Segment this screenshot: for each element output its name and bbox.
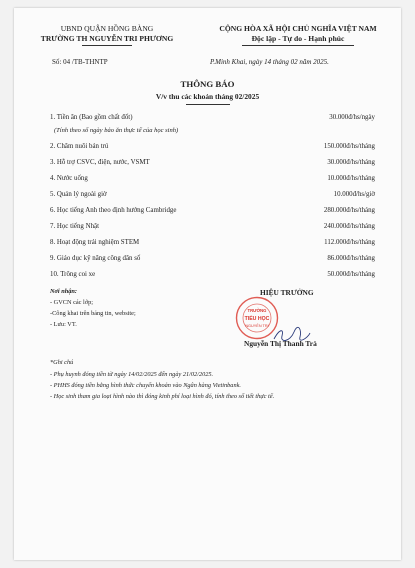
header-left-underline <box>82 45 132 46</box>
fee-item-label: 5. Quản lý ngoài giờ <box>50 191 107 198</box>
signer-name: Nguyễn Thị Thanh Trà <box>244 339 317 348</box>
fee-item-label: 6. Học tiếng Anh theo định hướng Cambridge <box>50 207 177 214</box>
recipient-line: -Công khai trên bảng tin, website; <box>50 310 136 317</box>
fee-item-label: 4. Nước uống <box>50 175 88 182</box>
fee-item-price: 10.000đ/hs/tháng <box>327 175 375 182</box>
fee-item-price: 86.000đ/hs/tháng <box>327 255 375 262</box>
document-title: THÔNG BÁO <box>180 79 235 89</box>
fee-item-label: 2. Chăm nuôi bán trú <box>50 143 109 150</box>
stamp-text-bottom: NGUYỄN TRI <box>245 324 269 328</box>
header-right-underline <box>242 45 354 46</box>
fee-item-label: 9. Giáo dục kỹ năng công dân số <box>50 255 141 262</box>
document-number: Số: 04 /TB-THNTP <box>52 58 108 66</box>
fee-item-price: 30.000đ/hs/tháng <box>327 159 375 166</box>
national-title: CỘNG HÒA XÃ HỘI CHỦ NGHĨA VIỆT NAM <box>219 24 377 33</box>
stamp-text-middle: TIỂU HỌC <box>244 316 270 322</box>
recipient-line: - Lưu: VT. <box>50 321 77 328</box>
document-page <box>14 8 401 560</box>
fee-item-price: 30.000đ/hs/ngày <box>329 114 375 121</box>
note-line: - Phụ huynh đóng tiền từ ngày 14/02/2025 đến ngày 21/02/2025. <box>50 371 214 378</box>
agency-name: UBND QUẬN HỒNG BÀNG <box>60 24 154 33</box>
fee-item-label: 10. Trông coi xe <box>50 271 96 278</box>
note-line: - PHHS đóng tiền bằng hình thức chuyển khoản vào Ngân hàng Vietinbank. <box>50 382 241 389</box>
fee-item-price: 50.000đ/hs/tháng <box>327 271 375 278</box>
school-name: TRƯỜNG TH NGUYỄN TRI PHƯƠNG <box>40 34 174 43</box>
signer-role: HIỆU TRƯỞNG <box>260 288 314 297</box>
recipients-heading: Nơi nhận: <box>50 288 78 295</box>
document-subtitle: V/v thu các khoản tháng 02/2025 <box>155 92 260 101</box>
fee-item-label: 1. Tiền ăn (Bao gồm chất đốt) <box>50 114 133 121</box>
notes-heading: *Ghi chú <box>50 359 74 366</box>
fee-item-price: 150.000đ/hs/tháng <box>323 143 375 150</box>
subtitle-underline <box>186 104 230 105</box>
document-date: P.Minh Khai, ngày 14 tháng 02 năm 2025. <box>210 58 329 66</box>
fee-item-price: 112.000đ/hs/tháng <box>324 239 375 246</box>
fee-item-note: (Tính theo số ngày bảo ăn thực tế của học sinh) <box>54 127 179 134</box>
fee-item-price: 280.000đ/hs/tháng <box>323 207 375 214</box>
note-line: - Học sinh tham gia loại hình nào thì đóng kinh phí loại hình đó, tính theo số tiết thực tế. <box>50 393 275 400</box>
stamp-text-top: TRƯỜNG <box>247 308 267 313</box>
fee-item-label: 3. Hỗ trợ CSVC, điện, nước, VSMT <box>50 159 150 166</box>
fee-item-label: 8. Hoạt động trải nghiệm STEM <box>50 239 140 246</box>
fee-item-price: 240.000đ/hs/tháng <box>323 223 375 230</box>
recipient-line: - GVCN các lớp; <box>50 299 94 306</box>
national-motto: Độc lập - Tự do - Hạnh phúc <box>251 34 345 43</box>
fee-item-label: 7. Học tiếng Nhật <box>50 223 99 230</box>
fee-item-price: 10.000đ/hs/giờ <box>333 191 375 198</box>
